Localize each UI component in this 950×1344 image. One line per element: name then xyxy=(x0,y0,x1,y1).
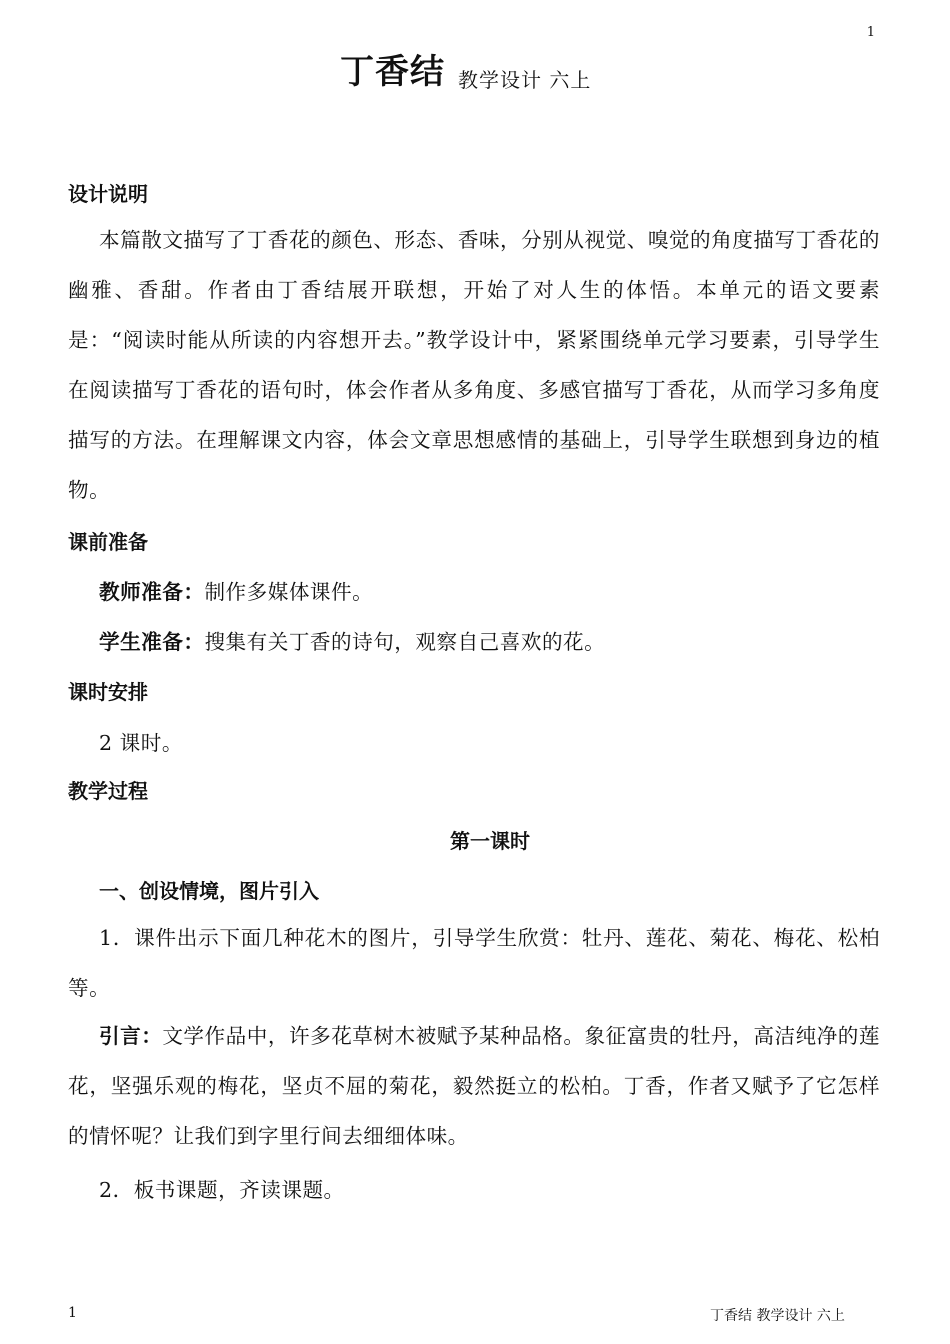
intro-label: 引言： xyxy=(99,1024,163,1048)
lesson-title: 第一课时 xyxy=(450,829,530,853)
heading-schedule: 课时安排 xyxy=(68,680,148,704)
teacher-preparation-text: 制作多媒体课件。 xyxy=(204,580,374,604)
footer-title: 丁香结 教学设计 六上 xyxy=(710,1308,845,1324)
item-1-paragraph: 1．课件出示下面几种花木的图片，引导学生欣赏：牡丹、莲花、菊花、梅花、松柏等。 xyxy=(68,926,880,1000)
student-preparation-label: 学生准备： xyxy=(99,630,205,654)
document-subtitle: 教学设计 六上 xyxy=(458,68,592,92)
student-preparation-text: 搜集有关丁香的诗句，观察自己喜欢的花。 xyxy=(204,630,606,654)
footer-page-number: 1 xyxy=(68,1305,77,1321)
schedule-text: 2 课时。 xyxy=(99,731,183,755)
heading-preparation: 课前准备 xyxy=(68,530,148,554)
heading-process: 教学过程 xyxy=(68,779,148,803)
student-preparation xyxy=(99,625,605,655)
intro-text: 文学作品中，许多花草树木被赋予某种品格。象征富贵的牡丹，高洁纯净的莲花，坚强乐观的梅花，坚贞不屈的菊花，毅然挺立的松柏。丁香，作者又赋予了它怎样的情怀呢？让我们到字里行间去细细体味。 xyxy=(68,1024,880,1148)
intro-paragraph xyxy=(68,1011,880,1161)
page-number-top: 1 xyxy=(866,25,875,40)
heading-design-note: 设计说明 xyxy=(68,182,148,206)
teacher-preparation-label: 教师准备： xyxy=(99,580,205,604)
item-2-text: 2．板书课题，齐读课题。 xyxy=(99,1178,345,1202)
document-title: 丁香结 xyxy=(340,52,445,92)
design-note-paragraph: 本篇散文描写了丁香花的颜色、形态、香味，分别从视觉、嗅觉的角度描写丁香花的幽雅、香甜。作者由丁香结展开联想，开始了对人生的体悟。本单元的语文要素是：“阅读时能从所读的内容想开去。”教学设计中，紧紧围绕单元学习要素，引导学生在阅读描写丁香花的语句时，体会作者从多角度、多感官描写丁香花，从而学习多角度描写的方法。在理解课文内容，体会文章思想感情的基础上，引导学生联想到身边的植物。 xyxy=(68,228,880,502)
step1-heading: 一、创设情境，图片引入 xyxy=(99,879,319,903)
teacher-preparation xyxy=(99,575,373,605)
